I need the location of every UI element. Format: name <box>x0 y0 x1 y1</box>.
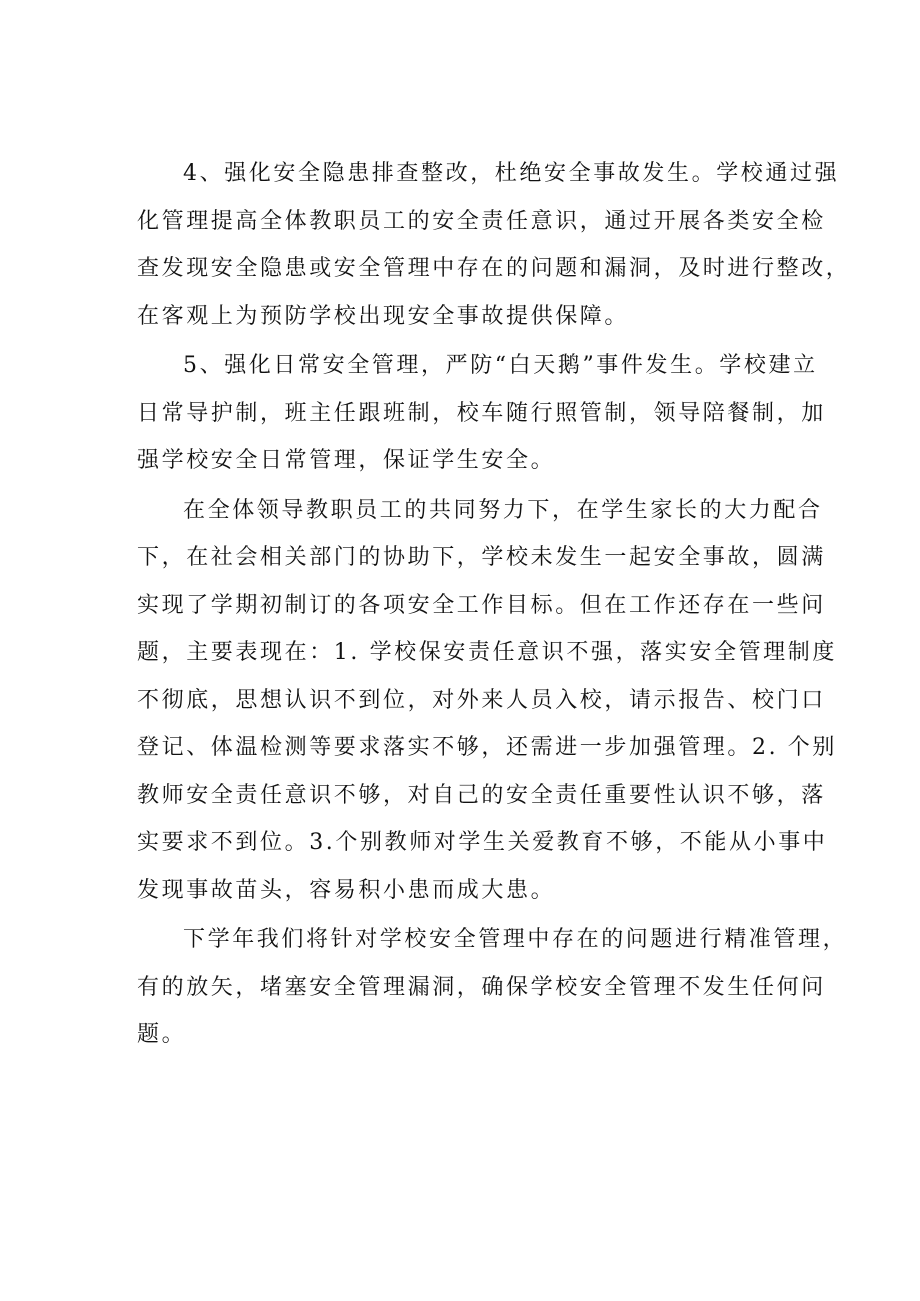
paragraph-line: 5、强化日常安全管理，严防“白天鹅”事件发生。学校建立 <box>183 353 818 378</box>
paragraph-line: 查发现安全隐患或安全管理中存在的问题和漏洞，及时进行整改， <box>137 256 851 281</box>
document-body <box>137 150 851 1059</box>
paragraph-line: 下，在社会相关部门的协助下，学校未发生一起安全事故，圆满 <box>137 545 826 570</box>
paragraph-line: 4、强化安全隐患排查整改，杜绝安全事故发生。学校通过强 <box>183 161 840 186</box>
paragraph-line: 题。 <box>137 1022 187 1047</box>
paragraph-item-5 <box>137 342 826 485</box>
paragraph-line: 发现事故苗头，容易积小患而成大患。 <box>137 877 556 903</box>
paragraph-item-4 <box>137 150 851 340</box>
paragraph-line: 化管理提高全体教职员工的安全责任意识，通过开展各类安全检 <box>137 208 826 234</box>
paragraph-line: 题，主要表现在：1. 学校保安责任意识不强，落实安全管理制度 <box>137 640 837 665</box>
paragraph-line: 教师安全责任意识不够，对自己的安全责任重要性认识不够，落 <box>137 782 826 808</box>
paragraph-line: 实要求不到位。3.个别教师对学生关爱教育不够，不能从小事中 <box>137 830 828 855</box>
paragraph-line: 有的放矢，堵塞安全管理漏洞，确保学校安全管理不发生任何问 <box>137 974 826 1000</box>
paragraph-line: 日常导护制，班主任跟班制，校车随行照管制，领导陪餐制，加 <box>137 400 826 426</box>
paragraph-line: 实现了学期初制订的各项安全工作目标。但在工作还存在一些问 <box>137 592 826 618</box>
paragraph-line: 不彻底，思想认识不到位，对外来人员入校，请示报告、校门口 <box>137 687 826 713</box>
paragraph-line: 强学校安全日常管理，保证学生安全。 <box>137 448 556 473</box>
paragraph-line: 在全体领导教职员工的共同努力下，在学生家长的大力配合 <box>183 497 823 523</box>
paragraph-line: 在客观上为预防学校出现安全事故提供保障。 <box>137 303 630 329</box>
paragraph-plan <box>137 916 848 1059</box>
paragraph-summary <box>137 487 837 915</box>
paragraph-line: 下学年我们将针对学校安全管理中存在的问题进行精准管理， <box>183 927 848 952</box>
paragraph-line: 登记、体温检测等要求落实不够，还需进一步加强管理。2. 个别 <box>137 735 837 760</box>
